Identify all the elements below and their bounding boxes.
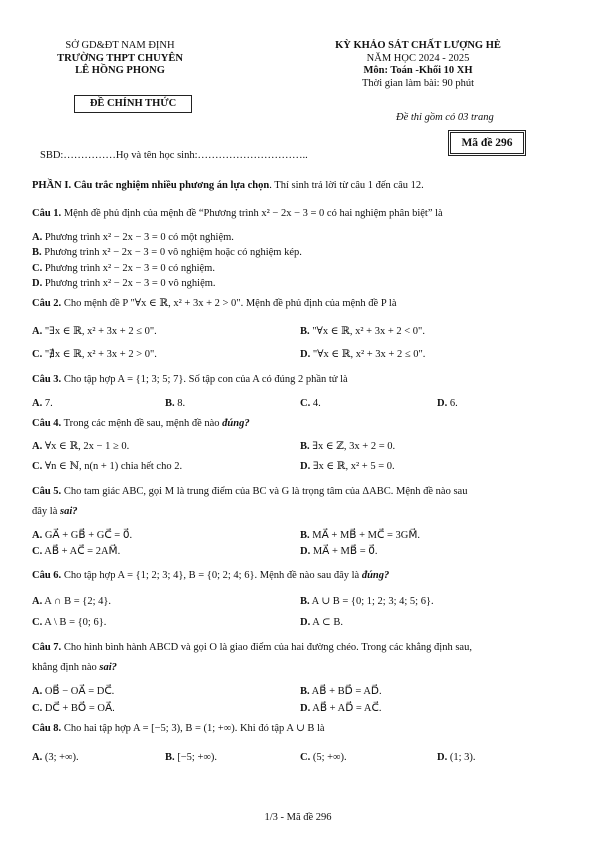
q1-option-b[interactable] [32,247,302,260]
q8-b-text: [−5; +∞). [174,752,218,763]
official-badge: ĐỀ CHÍNH THỨC [74,95,192,113]
q7-b-label: B. [300,686,310,697]
q4-b-text: ∃x ∈ ℤ, 3x + 2 = 0. [309,441,396,452]
q4-option-d[interactable] [300,461,395,474]
question-5 [32,486,467,499]
q3-option-a[interactable] [32,398,53,411]
q2-option-b[interactable] [300,326,425,339]
q6-a-text: A ∩ B = {2; 4}. [42,596,112,607]
q8-option-d[interactable] [437,752,476,765]
q1-d-text: Phương trình x² − 2x − 3 = 0 vô nghiệm. [42,278,216,289]
school-name-2: LÊ HỒNG PHONG [75,65,165,77]
q2-number: Câu 2. [32,298,62,309]
school-year: NĂM HỌC 2024 - 2025 [366,52,470,64]
question-6 [32,570,389,583]
q2-d-label: D. [300,349,311,360]
q1-b-label: B. [32,247,42,258]
q7-emphasis: sai? [99,662,117,673]
question-8 [32,723,325,736]
exam-code-box: Mã đề 296 [450,132,524,154]
q3-c-text: 4. [310,398,321,409]
q3-a-text: 7. [42,398,53,409]
part1-title: PHẦN I. Câu trắc nghiệm nhiều phương án lựa chọn [32,180,270,191]
q7-option-d[interactable] [300,703,381,716]
page-count: Đề thi gồm có 03 trang [396,112,494,123]
q8-d-label: D. [437,752,448,763]
q7-a-label: A. [32,686,43,697]
student-info-line: SBD:……………Họ và tên học sinh:………………………….. [40,150,308,161]
q7-d-text: AB⃗ + AD⃗ = AC⃗. [310,703,382,714]
q4-number: Câu 4. [32,418,62,429]
part1-desc: . Thí sinh trả lời từ câu 1 đến câu 12. [269,180,424,191]
q6-c-label: C. [32,617,43,628]
q8-c-label: C. [300,752,311,763]
q5-option-d[interactable] [300,546,378,559]
q5-option-a[interactable] [32,530,132,543]
q4-c-text: ∀n ∈ ℕ, n(n + 1) chia hết cho 2. [42,461,183,472]
q2-text: Cho mệnh đề P "∀x ∈ ℝ, x² + 3x + 2 > 0". Mệnh đề phủ định của mệnh đề P là [61,298,397,309]
q3-option-b[interactable] [165,398,185,411]
q3-option-c[interactable] [300,398,321,411]
q4-emphasis: đúng? [222,418,250,429]
dept-name: SỞ GD&ĐT NAM ĐỊNH [65,40,175,51]
q5-c-text: AB⃗ + AC⃗ = 2AM⃗. [42,546,121,557]
q6-number: Câu 6. [32,570,62,581]
question-1 [32,208,443,221]
question-5-cont [32,506,78,519]
q5-option-c[interactable] [32,546,120,559]
q7-text-2: khẳng định nào [32,662,100,673]
q3-b-text: 8. [174,398,186,409]
page-footer: 1/3 - Mã đề 296 [264,812,332,823]
question-3 [32,374,348,387]
q4-c-label: C. [32,461,43,472]
q7-option-b[interactable] [300,686,382,699]
q8-a-label: A. [32,752,43,763]
q3-number: Câu 3. [32,374,62,385]
q8-option-c[interactable] [300,752,347,765]
question-7 [32,642,472,655]
q4-text: Trong các mệnh đề sau, mệnh đề nào [61,418,223,429]
q6-b-text: A ∪ B = {0; 1; 2; 3; 4; 5; 6}. [309,596,434,607]
q3-a-label: A. [32,398,43,409]
q6-d-label: D. [300,617,311,628]
exam-title: KỲ KHẢO SÁT CHẤT LƯỢNG HÈ [335,40,501,51]
q6-option-b[interactable] [300,596,434,609]
q7-c-text: DC⃗ + BO⃗ = OA⃗. [42,703,115,714]
q6-text: Cho tập hợp A = {1; 2; 3; 4}, B = {0; 2; 4; 6}. Mệnh đề nào sau đây là [61,570,362,581]
q8-c-text: (5; +∞). [310,752,347,763]
q4-a-text: ∀x ∈ ℝ, 2x − 1 ≥ 0. [42,441,130,452]
q3-d-text: 6. [447,398,458,409]
q6-option-a[interactable] [32,596,111,609]
q7-d-label: D. [300,703,311,714]
q5-a-label: A. [32,530,43,541]
exam-time: Thời gian làm bài: 90 phút [362,77,474,89]
q6-b-label: B. [300,596,310,607]
q2-a-label: A. [32,326,43,337]
header-left [40,40,200,78]
q5-number: Câu 5. [32,486,62,497]
q1-option-d[interactable] [32,278,216,291]
q5-b-label: B. [300,530,310,541]
q3-text: Cho tập hợp A = {1; 3; 5; 7}. Số tập con của A có đúng 2 phần tử là [61,374,348,385]
q6-emphasis: đúng? [361,570,390,581]
q8-d-text: (1; 3). [447,752,476,763]
part1-heading [32,180,424,193]
q1-number: Câu 1. [32,208,62,219]
q4-d-label: D. [300,461,311,472]
q4-option-c[interactable] [32,461,182,474]
q8-b-label: B. [165,752,175,763]
q5-a-text: GA⃗ + GB⃗ + GC⃗ = 0⃗. [42,530,133,541]
q8-text: Cho hai tập hợp A = [−5; 3), B = (1; +∞). Khi đó tập A ∪ B là [61,723,325,734]
question-4 [32,418,250,431]
q6-a-label: A. [32,596,43,607]
q5-d-label: D. [300,546,311,557]
q4-a-label: A. [32,441,43,452]
q6-option-c[interactable] [32,617,106,630]
school-name-1: TRƯỜNG THPT CHUYÊN [57,52,183,64]
q6-c-text: A \ B = {0; 6}. [42,617,107,628]
q8-option-a[interactable] [32,752,79,765]
q1-c-label: C. [32,263,43,274]
q5-text: Cho tam giác ABC, gọi M là trung điểm của BC và G là trọng tâm của ΔABC. Mệnh đề nào sau [61,486,468,497]
q7-option-a[interactable] [32,686,114,699]
q7-number: Câu 7. [32,642,62,653]
q1-a-text: Phương trình x² − 2x − 3 = 0 có một nghiệm. [42,232,234,243]
q5-emphasis: sai? [60,506,78,517]
q1-a-label: A. [32,232,43,243]
q2-option-d[interactable] [300,349,425,362]
q7-option-c[interactable] [32,703,115,716]
q2-option-c[interactable] [32,349,157,362]
q3-c-label: C. [300,398,311,409]
header-right [300,40,536,90]
q6-option-d[interactable] [300,617,343,630]
q1-d-label: D. [32,278,43,289]
question-7-cont [32,662,117,675]
q8-option-b[interactable] [165,752,217,765]
q7-b-text: AB⃗ + BD⃗ = AD⃗. [309,686,382,697]
q7-a-text: OB⃗ − OA⃗ = DC⃗. [42,686,115,697]
q2-a-text: "∃x ∈ ℝ, x² + 3x + 2 ≤ 0". [42,326,157,337]
q2-c-text: "∄x ∈ ℝ, x² + 3x + 2 > 0". [42,349,157,360]
q7-text: Cho hình bình hành ABCD và gọi O là giao điểm của hai đường chéo. Trong các khẳng định sau, [61,642,472,653]
q2-b-text: "∀x ∈ ℝ, x² + 3x + 2 < 0". [309,326,425,337]
q4-option-b[interactable] [300,441,395,454]
q5-c-label: C. [32,546,43,557]
q1-option-c[interactable] [32,263,215,276]
q8-number: Câu 8. [32,723,62,734]
q4-d-text: ∃x ∈ ℝ, x² + 5 = 0. [310,461,395,472]
q5-b-text: MA⃗ + MB⃗ + MC⃗ = 3GM⃗. [309,530,421,541]
q5-text-2: đây là [32,506,60,517]
question-2 [32,298,397,311]
q3-d-label: D. [437,398,448,409]
q1-option-a[interactable] [32,232,234,245]
q7-c-label: C. [32,703,43,714]
q5-d-text: MA⃗ + MB⃗ = 0⃗. [310,546,378,557]
subject: Môn: Toán -Khối 10 XH [363,65,473,77]
q2-option-a[interactable] [32,326,157,339]
q5-option-b[interactable] [300,530,420,543]
q3-b-label: B. [165,398,175,409]
q4-b-label: B. [300,441,310,452]
q1-text: Mệnh đề phủ định của mệnh đề “Phương trình x² − 2x − 3 = 0 có hai nghiệm phân biệt” là [61,208,443,219]
q6-d-text: A ⊂ B. [310,617,343,628]
q1-c-text: Phương trình x² − 2x − 3 = 0 có nghiệm. [42,263,215,274]
q4-option-a[interactable] [32,441,129,454]
q2-c-label: C. [32,349,43,360]
q2-b-label: B. [300,326,310,337]
q1-b-text: Phương trình x² − 2x − 3 = 0 vô nghiệm hoặc có nghiệm kép. [41,247,302,258]
q8-a-text: (3; +∞). [42,752,79,763]
q2-d-text: "∀x ∈ ℝ, x² + 3x + 2 ≤ 0". [310,349,426,360]
q3-option-d[interactable] [437,398,458,411]
